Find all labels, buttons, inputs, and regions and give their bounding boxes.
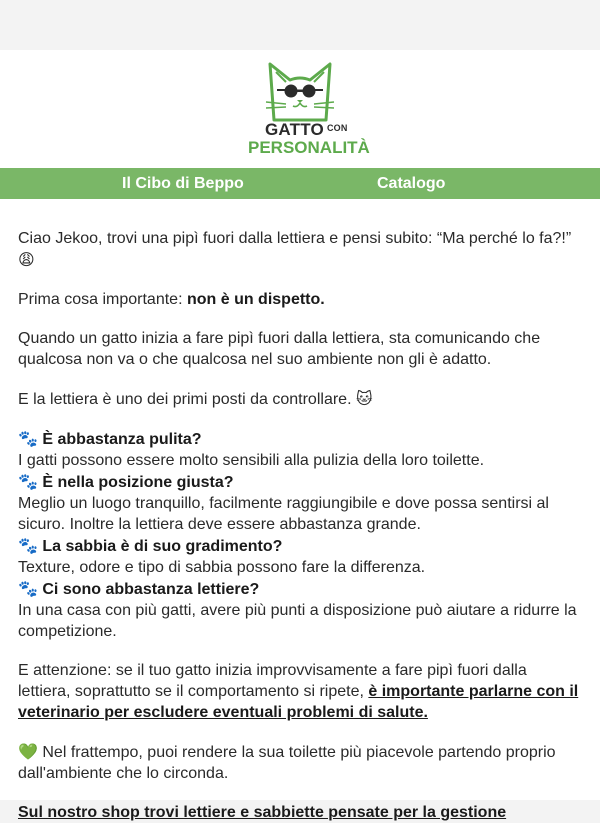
email-content: [0, 199, 600, 823]
meanwhile-paragraph: [18, 741, 582, 784]
email-body: [0, 50, 600, 821]
brand-logo[interactable]: [248, 58, 370, 162]
nav-link-cibo-di-beppo[interactable]: Il Cibo di Beppo: [122, 174, 244, 192]
checklist-question-2: [18, 471, 582, 493]
checklist-question-3: [18, 535, 582, 557]
meanwhile-text: Nel frattempo, puoi rendere la sua toilette più piacevole partendo proprio dall'ambiente che lo circonda.: [18, 744, 556, 782]
important-bold: non è un dispetto.: [186, 291, 325, 308]
explanation-paragraph: Quando un gatto inizia a fare pipì fuori dalla lettiera, sta comunicando che qualcosa non va o che qualcosa nel suo ambiente non gli è adatto.: [18, 330, 541, 368]
litter-text: E la lettiera è uno dei primi posti da controllare.: [18, 391, 356, 408]
warning-text: E attenzione: se il tuo gatto inizia improvvisamente a fare pipì fuori dalla lettiera, soprattutto se il comportamento si ripete,: [18, 662, 527, 700]
cat-face-icon: 🐱: [355, 389, 373, 408]
warning-paragraph: [18, 660, 582, 723]
checklist-answer-1: I gatti possono essere molto sensibili alla pulizia della loro toilette.: [18, 452, 485, 469]
paw-prints-icon: 🐾: [18, 536, 38, 555]
question-4: Ci sono abbastanza lettiere?: [42, 581, 260, 598]
greeting-text: Ciao Jekoo, trovi una pipì fuori dalla lettiera e pensi subito: “Ma perché lo fa?!”: [18, 230, 572, 247]
checklist-answer-3: Texture, odore e tipo di sabbia possono fare la differenza.: [18, 559, 426, 576]
checklist-question-4: [18, 578, 582, 600]
checklist-question-1: [18, 428, 582, 450]
vet-advice-link[interactable]: è importante parlarne con il veterinario per escludere eventuali problemi di salute.: [18, 683, 579, 721]
question-2: È nella posizione giusta?: [42, 474, 234, 491]
question-1: È abbastanza pulita?: [42, 431, 202, 448]
question-3: La sabbia è di suo gradimento?: [42, 538, 283, 555]
paw-prints-icon: 🐾: [18, 429, 38, 448]
paw-prints-icon: 🐾: [18, 579, 38, 598]
preheader: [0, 0, 600, 50]
green-heart-icon: 💚: [18, 742, 38, 761]
checklist-answer-2: Meglio un luogo tranquillo, facilmente raggiungibile e dove possa sentirsi al sicuro. Inoltre la lettiera deve essere abbastanza grande.: [18, 495, 549, 533]
nav-link-catalogo[interactable]: Catalogo: [377, 174, 446, 192]
checklist-answer-4: In una casa con più gatti, avere più punti a disposizione può aiutare a ridurre la competizione.: [18, 602, 577, 640]
header-logo-area: [0, 50, 600, 168]
nav-bar: [0, 168, 600, 199]
greeting-paragraph: [18, 228, 582, 271]
logo-wordmark-bottom: PERSONALITÀ: [248, 138, 370, 157]
important-paragraph: [18, 289, 582, 310]
important-text: Prima cosa importante:: [18, 291, 187, 308]
weary-face-icon: 😩: [18, 250, 35, 269]
shop-paragraph: [18, 802, 582, 823]
paw-prints-icon: 🐾: [18, 472, 38, 491]
logo-wordmark-top: GATTO $^{CON}$: [265, 120, 348, 139]
shop-link[interactable]: Sul nostro shop trovi lettiere e sabbiette pensate per la gestione: [18, 804, 507, 821]
litter-paragraph: [18, 388, 582, 410]
